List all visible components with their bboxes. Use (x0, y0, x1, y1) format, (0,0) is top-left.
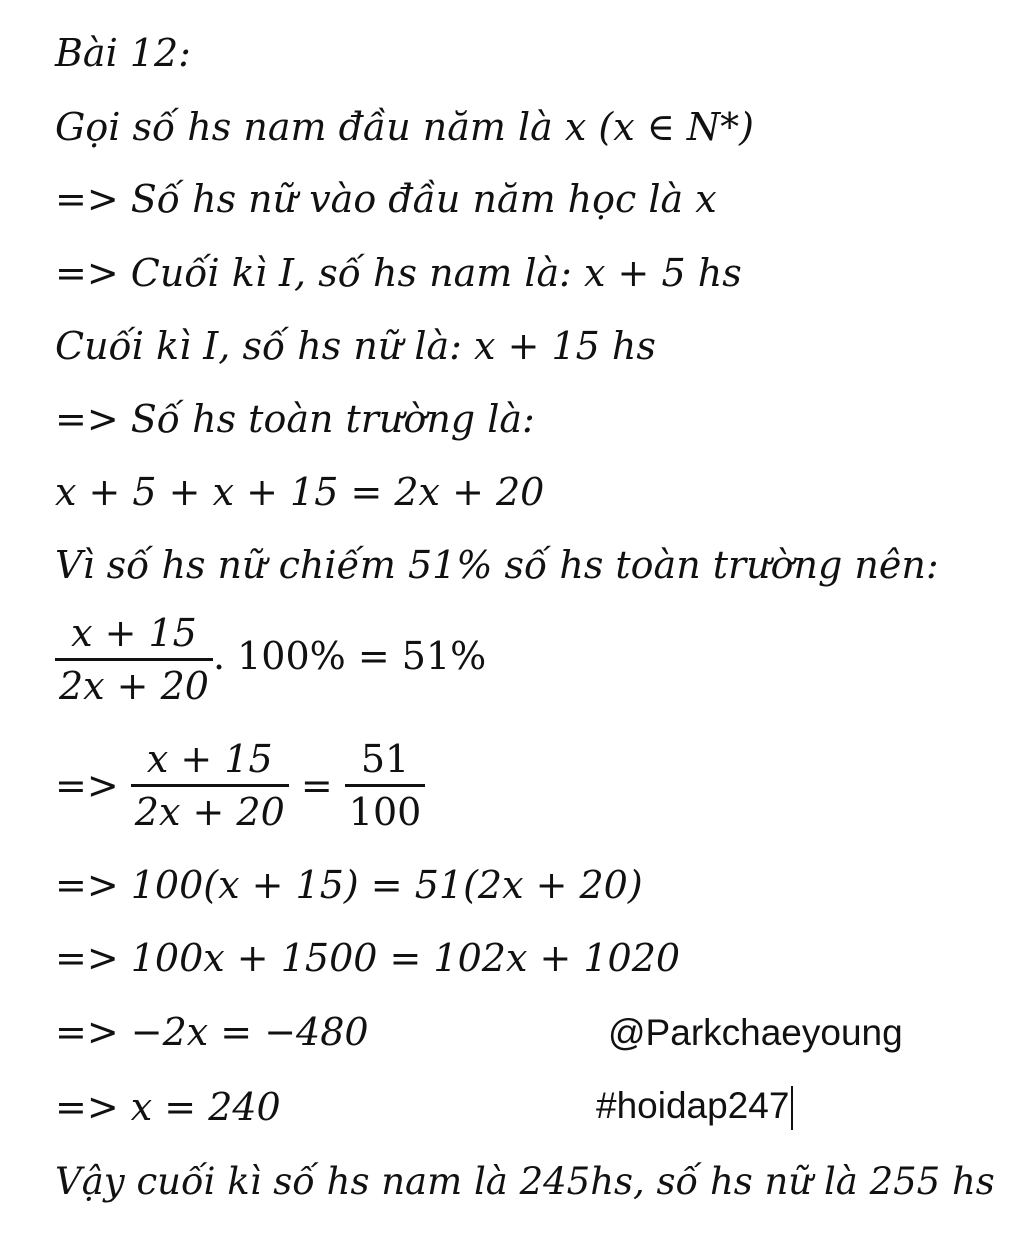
text-cursor (791, 1086, 793, 1130)
fraction-2-equals: = (300, 763, 333, 808)
fraction-1-rest: . 100% = 51% (212, 634, 487, 678)
conclusion-line: Vậy cuối kì số hs nam là 245hs, số hs nữ là 255 hs (55, 1160, 995, 1203)
solution-line-2: => Số hs nữ vào đầu năm học là x (55, 177, 717, 221)
solution-line-4: Cuối kì I, số hs nữ là: x + 15 hs (55, 324, 656, 368)
fraction-1 (55, 611, 213, 708)
step-line-1: => 100(x + 15) = 51(2x + 20) (55, 863, 643, 907)
fraction-3-denominator: 100 (345, 784, 426, 831)
fraction-1-numerator: x + 15 (71, 611, 197, 655)
author-tag: @Parkchaeyoung (608, 1012, 903, 1053)
step-line-3: => −2x = −480 (55, 1010, 369, 1054)
fraction-2-prefix: => (55, 763, 119, 808)
fraction-2-numerator: x + 15 (146, 737, 273, 781)
fraction-2-denominator: 2x + 20 (131, 784, 289, 831)
step-line-4: => x = 240 (55, 1085, 281, 1129)
hashtag-text: #hoidap247 (596, 1084, 790, 1126)
exercise-title: Bài 12: (55, 31, 191, 75)
solution-line-1: Gọi số hs nam đầu năm là x (x ∈ N*) (55, 105, 755, 149)
fraction-3-numerator: 51 (360, 737, 410, 781)
solution-line-5: => Số hs toàn trường là: (55, 397, 535, 441)
solution-line-6: x + 5 + x + 15 = 2x + 20 (55, 470, 545, 514)
hashtag-tag (596, 1086, 793, 1130)
fraction-equation-1 (55, 611, 487, 708)
step-line-2: => 100x + 1500 = 102x + 1020 (55, 936, 681, 980)
solution-line-3: => Cuối kì I, số hs nam là: x + 5 hs (55, 251, 742, 295)
fraction-1-denominator: 2x + 20 (55, 658, 213, 705)
solution-line-7: Vì số hs nữ chiếm 51% số hs toàn trường nên: (55, 543, 939, 587)
fraction-2 (131, 737, 289, 834)
fraction-3 (345, 737, 426, 834)
fraction-equation-2 (55, 737, 425, 834)
